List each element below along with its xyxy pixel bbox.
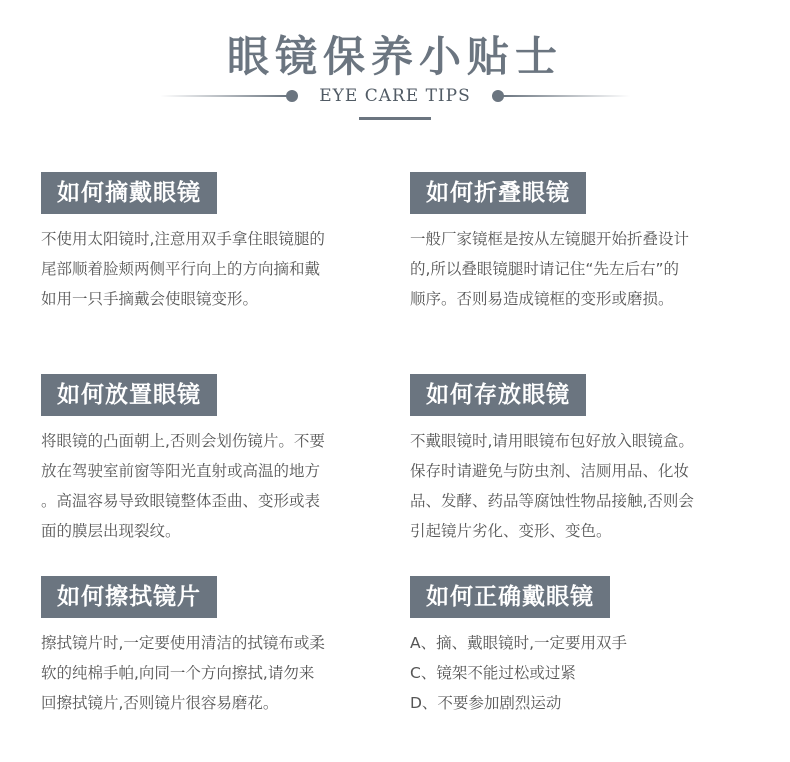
tip-heading: 如何折叠眼镜 bbox=[410, 172, 586, 214]
subtitle-left-dot bbox=[286, 90, 298, 102]
tip-card-wipe-lenses bbox=[41, 576, 325, 718]
tip-body bbox=[410, 628, 627, 718]
tip-body bbox=[41, 628, 325, 718]
tip-line: 不戴眼镜时,请用眼镜布包好放入眼镜盒。 bbox=[410, 432, 694, 450]
tip-line: 如用一只手摘戴会使眼镜变形。 bbox=[41, 290, 259, 308]
tip-card-place-glasses bbox=[41, 374, 325, 546]
subtitle-left-line bbox=[160, 95, 288, 97]
tip-line: 放在驾驶室前窗等阳光直射或高温的地方 bbox=[41, 462, 321, 480]
tip-line: 擦拭镜片时,一定要使用清洁的拭镜布或柔 bbox=[41, 634, 325, 652]
tip-heading: 如何放置眼镜 bbox=[41, 374, 217, 416]
tip-heading: 如何擦拭镜片 bbox=[41, 576, 217, 618]
tip-line: 不使用太阳镜时,注意用双手拿住眼镜腿的 bbox=[41, 230, 325, 248]
tip-card-store-glasses bbox=[410, 374, 694, 546]
tip-heading: 如何摘戴眼镜 bbox=[41, 172, 217, 214]
tip-body bbox=[410, 224, 689, 314]
tip-card-wear-glasses bbox=[410, 576, 627, 718]
tip-line: 引起镜片劣化、变形、变色。 bbox=[410, 522, 612, 540]
tip-heading: 如何存放眼镜 bbox=[410, 374, 586, 416]
tip-line: 。高温容易导致眼镜整体歪曲、变形或表 bbox=[41, 492, 321, 510]
tip-heading: 如何正确戴眼镜 bbox=[410, 576, 610, 618]
page-title: 眼镜保养小贴士 bbox=[226, 32, 563, 81]
tip-body bbox=[410, 426, 694, 546]
tip-line: A、摘、戴眼镜时,一定要用双手 bbox=[410, 634, 628, 652]
subtitle-row bbox=[0, 84, 790, 108]
title-underline bbox=[359, 117, 431, 120]
tip-line: 的,所以叠眼镜腿时请记住“先左后右”的 bbox=[410, 260, 679, 278]
tip-line: 将眼镜的凸面朝上,否则会划伤镜片。不要 bbox=[41, 432, 325, 450]
tip-line: D、不要参加剧烈运动 bbox=[410, 694, 562, 712]
tip-line: 尾部顺着脸颊两侧平行向上的方向摘和戴 bbox=[41, 260, 321, 278]
page-subtitle: EYE CARE TIPS bbox=[319, 86, 471, 106]
tip-line: 面的膜层出现裂纹。 bbox=[41, 522, 181, 540]
tip-card-fold-glasses bbox=[410, 172, 689, 314]
tip-line: 顺序。否则易造成镜框的变形或磨损。 bbox=[410, 290, 674, 308]
tip-line: 品、发酵、药品等腐蚀性物品接触,否则会 bbox=[410, 492, 694, 510]
tip-line: 一般厂家镜框是按从左镜腿开始折叠设计 bbox=[410, 230, 690, 248]
tip-body bbox=[41, 224, 325, 314]
tip-card-remove-glasses bbox=[41, 172, 325, 314]
tip-line: 软的纯棉手帕,向同一个方向擦拭,请勿来 bbox=[41, 664, 315, 682]
tip-body bbox=[41, 426, 325, 546]
tip-line: 保存时请避免与防虫剂、洁厕用品、化妆 bbox=[410, 462, 690, 480]
subtitle-right-line bbox=[502, 95, 630, 97]
tip-line: C、镜架不能过松或过紧 bbox=[410, 664, 576, 682]
tip-line: 回擦拭镜片,否则镜片很容易磨花。 bbox=[41, 694, 279, 712]
